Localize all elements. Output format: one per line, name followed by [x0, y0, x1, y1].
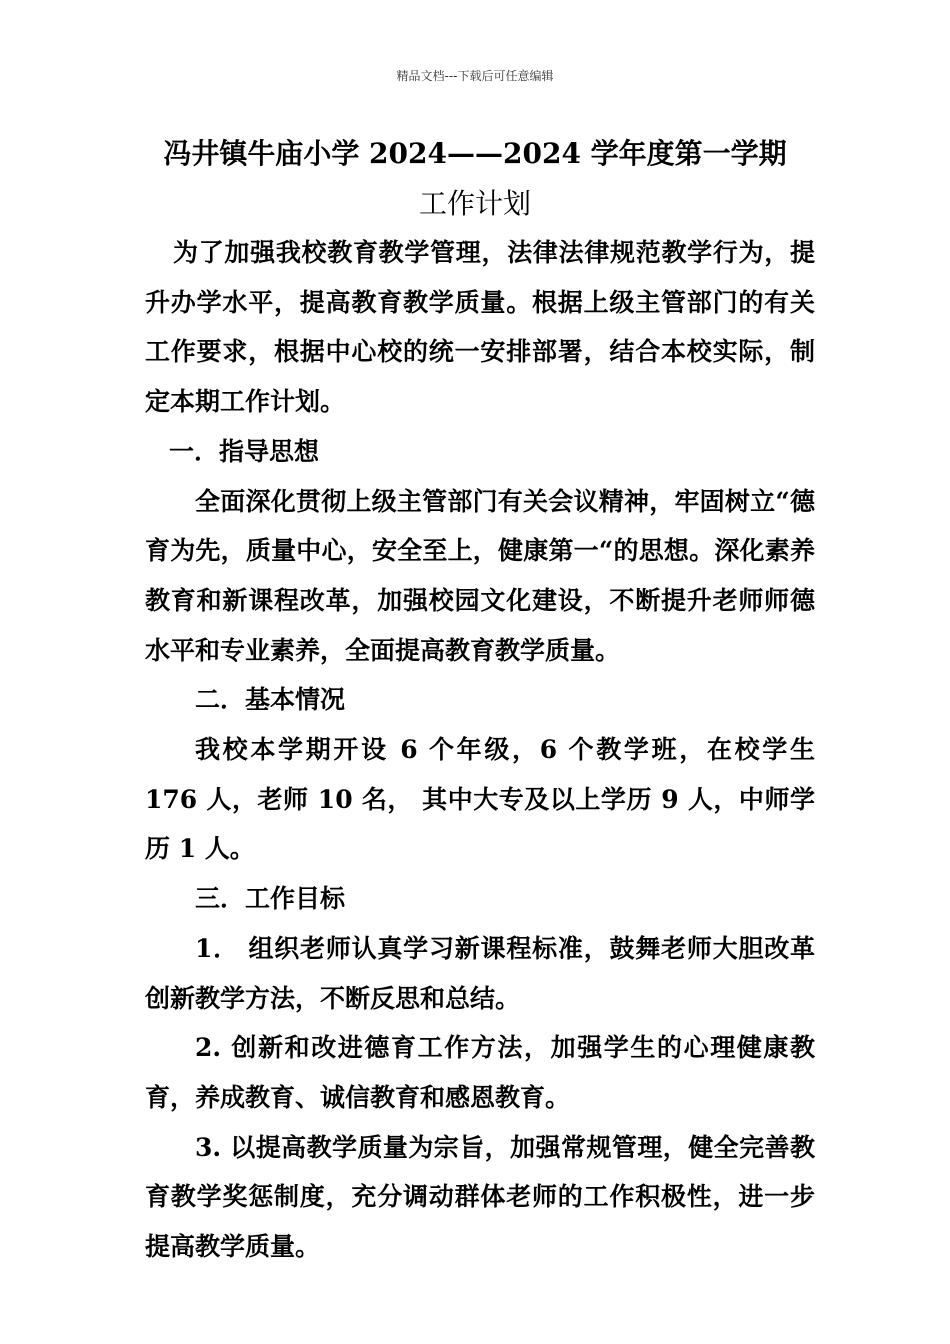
goal-item-3: 3. 以提高教学质量为宗旨，加强常规管理，健全完善教育教学奖惩制度，充分调动群体老师的工作积极性，进一步提高教学质量。: [145, 1132, 815, 1262]
document-title: 冯井镇牛庙小学 2024——2024 学年度第一学期: [163, 137, 787, 170]
document-subtitle: 工作计划: [418, 187, 531, 220]
goal-item-2: 2. 创新和改进德育工作方法，加强学生的心理健康教育，养成教育、诚信教育和感恩教育。: [145, 1033, 815, 1112]
section-heading-guiding-thought: 一．指导思想: [169, 436, 320, 466]
document-body: [145, 228, 815, 1272]
section-heading-work-goals: 三．工作目标: [195, 884, 346, 914]
section-heading-basic-situation: 二．基本情况: [195, 685, 346, 715]
section-paragraph: 全面深化贯彻上级主管部门有关会议精神，牢固树立“德育为先，质量中心，安全至上，健康第一“的思想。深化素养教育和新课程改革，加强校园文化建设，不断提升老师师德水平和专业素养，全面提高教育教学质量。: [145, 486, 815, 665]
intro-paragraph: 为了加强我校教育教学管理，法律法律规范教学行为，提升办学水平，提高教育教学质量。根据上级主管部门的有关工作要求，根据中心校的统一安排部署，结合本校实际，制定本期工作计划。: [145, 238, 815, 417]
section-paragraph: 我校本学期开设 6 个年级，6 个教学班，在校学生 176 人，老师 10 名， 其中大专及以上学历 9 人，中师学历 1 人。: [145, 735, 815, 864]
header-note: 精品文档---下载后可任意编辑: [396, 69, 554, 83]
goal-item-1: 1． 组织老师认真学习新课程标准，鼓舞老师大胆改革创新教学方法，不断反思和总结。: [145, 933, 815, 1013]
